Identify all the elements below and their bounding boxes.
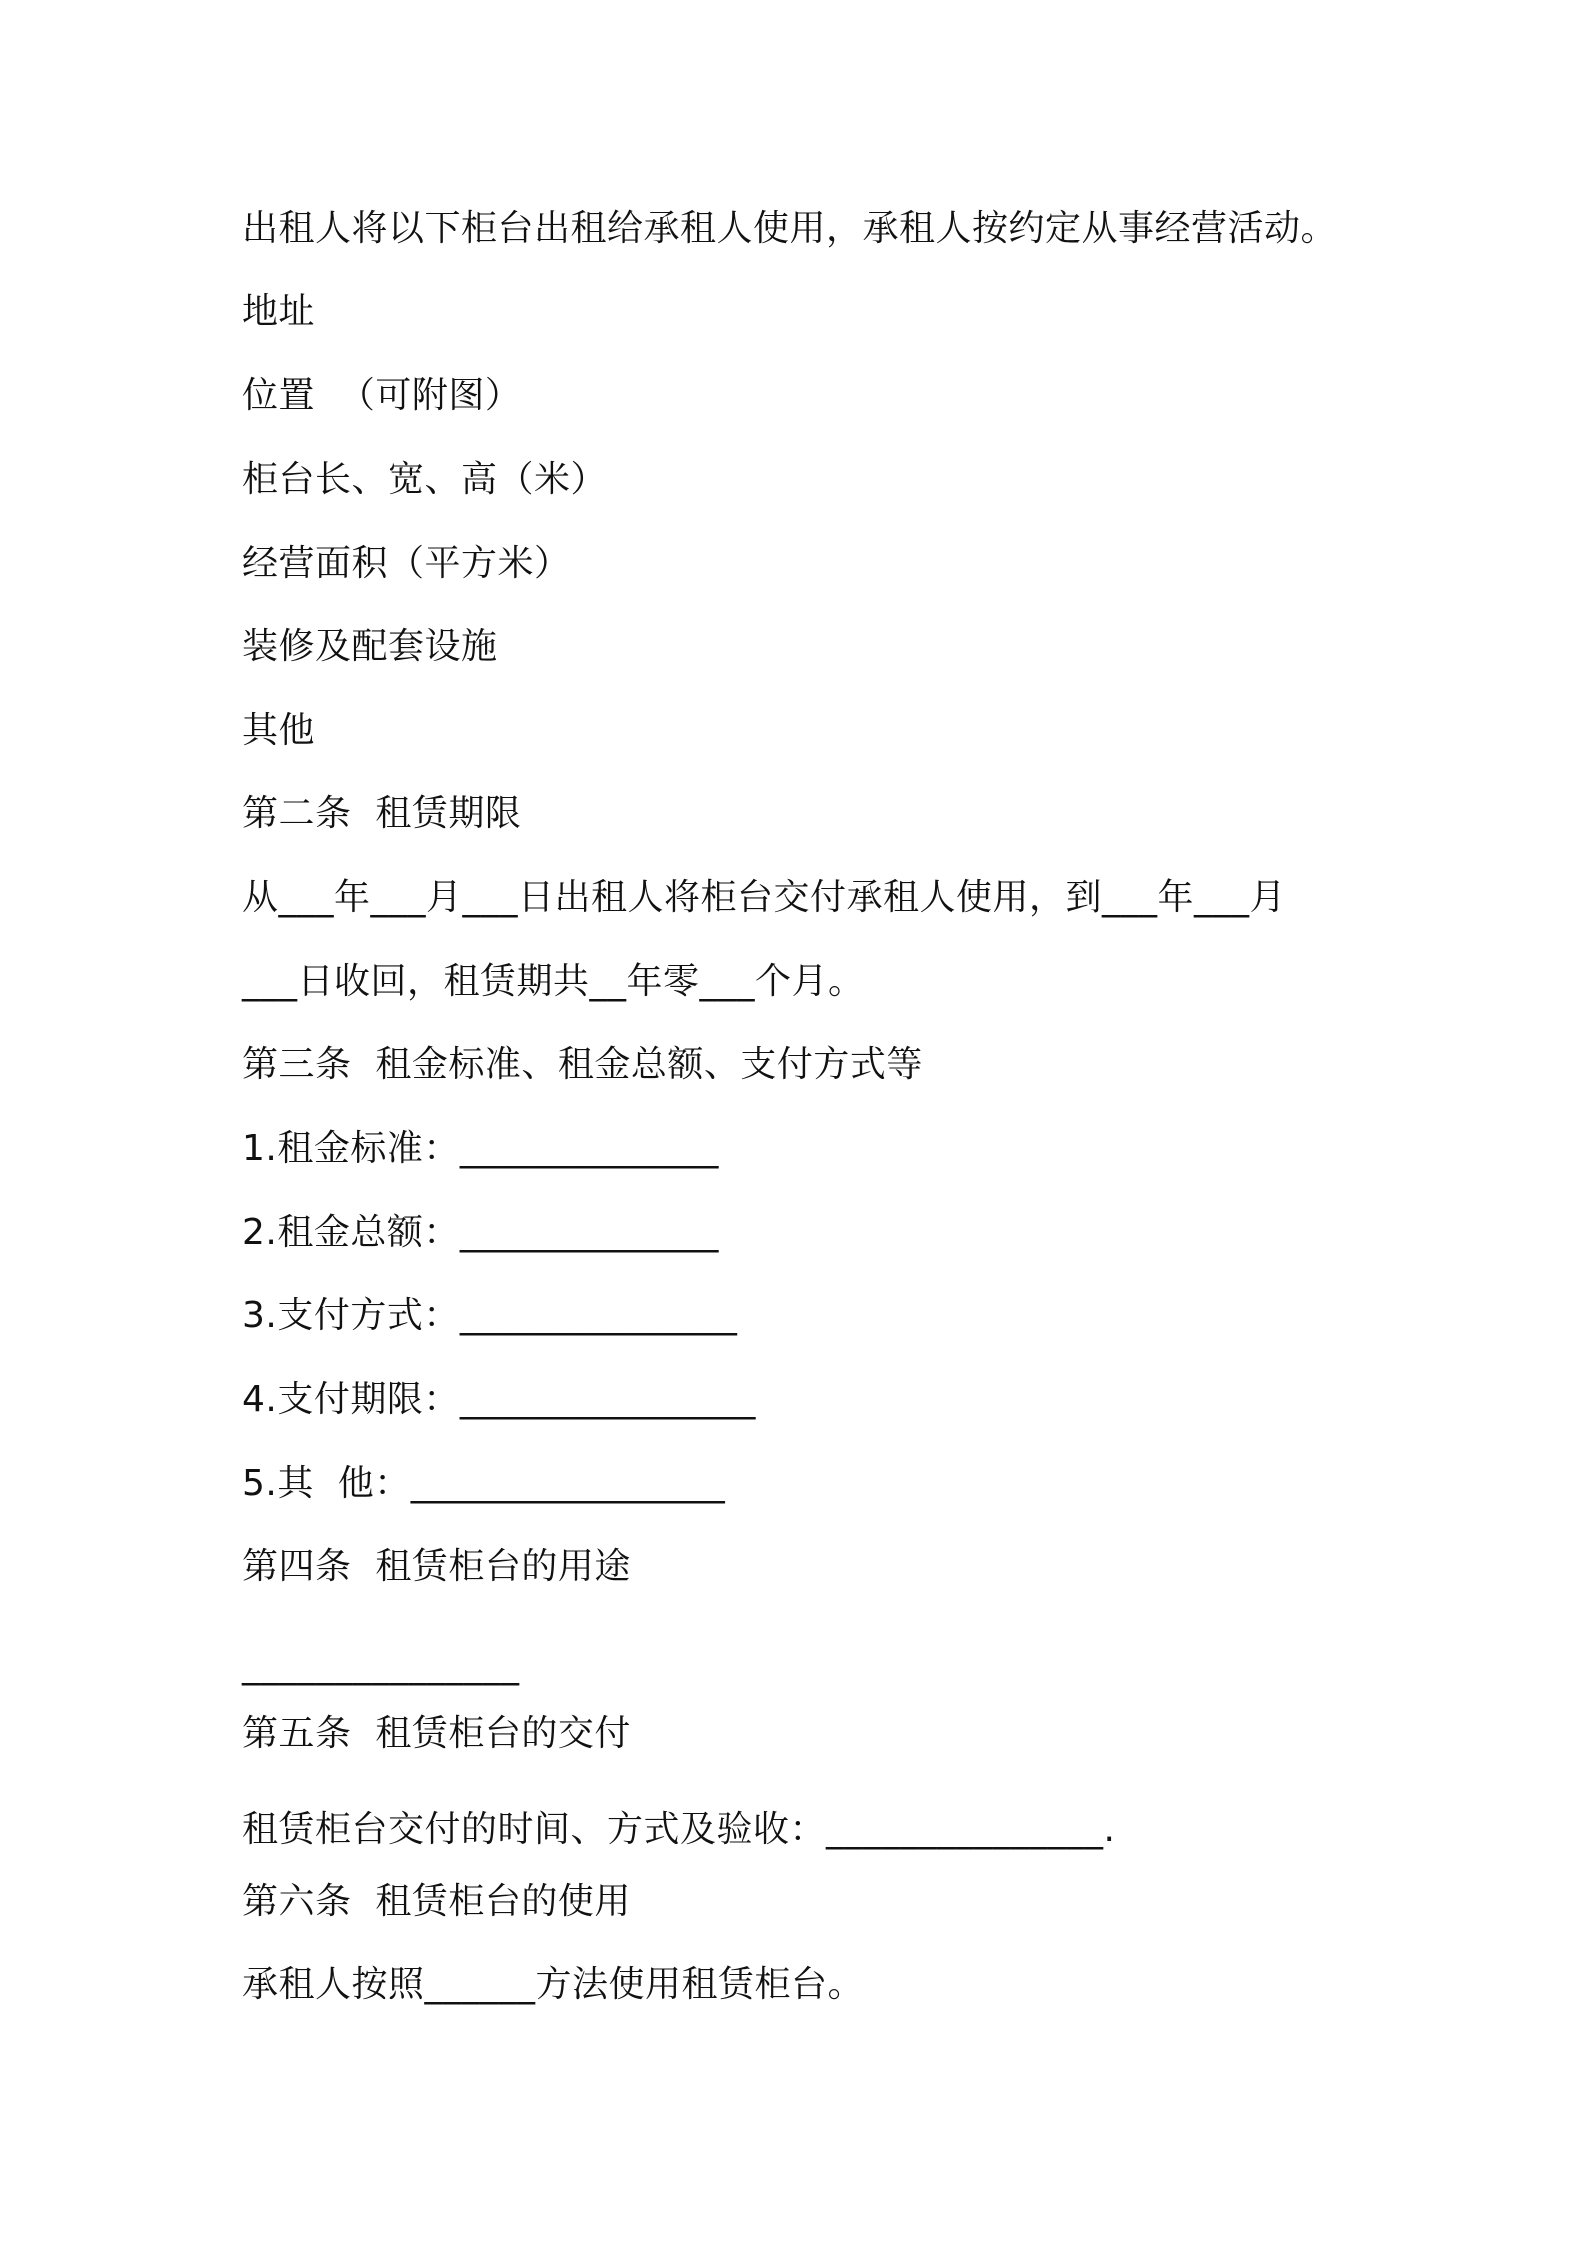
article-5-text: 租赁柜台交付的时间、方式及验收：_______________.	[242, 1809, 1116, 1850]
field-location: 位置 （可附图）	[242, 375, 522, 416]
payment-deadline-item: 4.支付期限：________________	[242, 1379, 756, 1420]
article-6-text: 承租人按照______方法使用租赁柜台。	[242, 1964, 865, 2005]
payment-method-item: 3.支付方式：_______________	[242, 1295, 738, 1336]
article-6-heading: 第六条 租赁柜台的使用	[242, 1881, 631, 1922]
article-2-heading: 第二条 租赁期限	[242, 793, 522, 834]
field-decoration-facilities: 装修及配套设施	[242, 626, 498, 667]
field-counter-dimensions: 柜台长、宽、高（米）	[242, 459, 608, 500]
article-2-text-line-1: 从___年___月___日出租人将柜台交付承租人使用，到___年___月	[242, 877, 1287, 918]
article-5-heading: 第五条 租赁柜台的交付	[242, 1713, 631, 1754]
field-address: 地址	[242, 291, 316, 332]
rent-standard-item: 1.租金标准：______________	[242, 1128, 719, 1169]
field-business-area: 经营面积（平方米）	[242, 543, 571, 584]
article-3-heading: 第三条 租金标准、租金总额、支付方式等	[242, 1044, 923, 1085]
article-2-text-line-2: ___日收回，租赁期共__年零___个月。	[242, 961, 865, 1002]
rent-total-item: 2.租金总额：______________	[242, 1212, 719, 1253]
article-4-blank-line: _______________	[242, 1645, 520, 1686]
article-4-heading: 第四条 租赁柜台的用途	[242, 1546, 631, 1587]
other-item: 5.其 他：_________________	[242, 1463, 726, 1504]
intro-paragraph: 出租人将以下柜台出租给承租人使用，承租人按约定从事经营活动。	[242, 208, 1338, 249]
field-other: 其他	[242, 710, 316, 751]
